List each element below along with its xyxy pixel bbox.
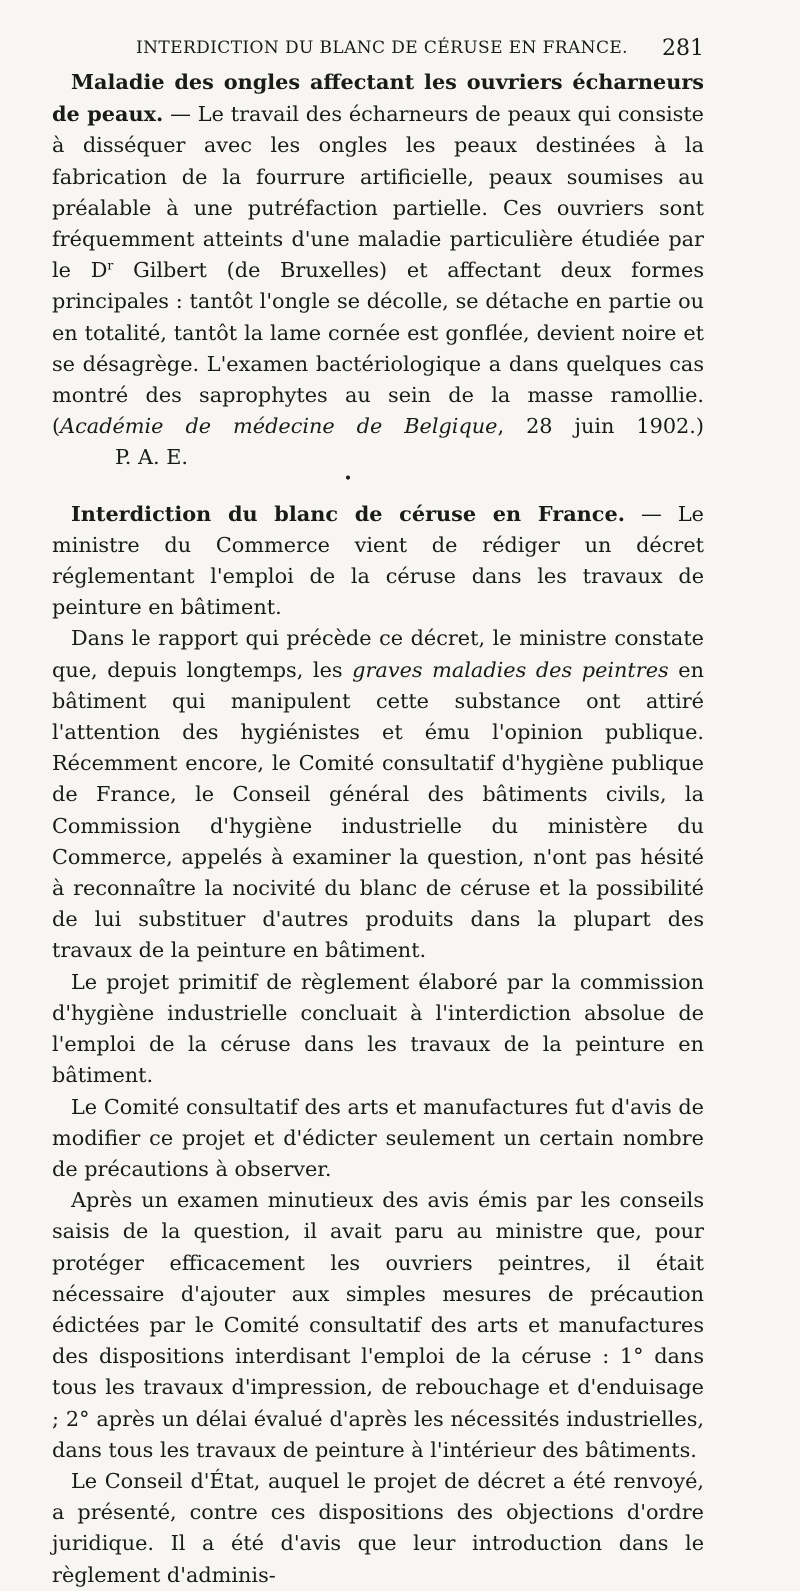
article-text: — Le travail des écharneurs de peaux qui consiste à disséquer avec les ongles les peaux destinées à la fabrication de la fourrure artificielle, peaux soumises au préalable à une putréfaction partielle. Ces ouvriers sont fréquemment atteints d'une maladie particulière étudiée par le D	[52, 102, 704, 283]
page-number: 281	[662, 36, 704, 61]
body-text	[52, 66, 704, 1591]
article-paragraph: Le Comité consultatif des arts et manufactures fut d'avis de modifier ce projet et d'édicter seulement un certain nombre de précautions à observer.	[52, 1094, 704, 1181]
running-title: INTERDICTION DU BLANC DE CÉRUSE EN FRANCE.	[136, 38, 628, 58]
article-text: Gilbert (de Bruxelles) et affectant deux formes principales : tantôt l'ongle se décolle, se détache en partie ou en totalité, tantôt la lame cornée est gonflée, devient noire et se désagrège. L'examen bactériologique a dans quelques cas montré des saprophytes au sein de la masse ramollie. (	[52, 258, 704, 439]
article-text: en bâtiment qui manipulent cette substance ont attiré l'attention des hygiénistes et ému l'opinion publique. Récemment encore, le Comité consultatif d'hygiène publique de France, le Conseil général des bâtiments civils, la Commission d'hygiène industrielle du ministère du Commerce, appelés à examiner la question, n'ont pas hésité à reconnaître la nocivité du blanc de céruse et la possibilité de lui substituer d'autres produits dans la plupart des travaux de la peinture en bâtiment.	[52, 657, 705, 963]
separator-dot: •	[343, 470, 353, 487]
emphasis-text: graves maladies des peintres	[352, 657, 669, 682]
superscript: r	[107, 257, 114, 273]
running-head	[0, 36, 800, 66]
article-text: — Le ministre du Commerce vient de rédiger un décret réglementant l'emploi de la céruse dans les travaux de peinture en bâtiment.	[52, 501, 704, 620]
article-paragraph: Après un examen minutieux des avis émis par les conseils saisis de la question, il avait paru au ministre que, pour protéger efficacement les ouvriers peintres, il était nécessaire d'ajouter aux simples mesures de précaution édictées par le Comité consultatif des arts et manufactures des dispositions interdisant l'emploi de la céruse : 1° dans tous les travaux d'impression, de rebouchage et d'enduisage ; 2° après un délai évalué d'après les nécessités industrielles, dans tous les travaux de peinture à l'intérieur des bâtiments.	[52, 1188, 704, 1462]
source-date: , 28 juin 1902.)	[497, 414, 705, 439]
article-paragraph: Le projet primitif de règlement élaboré par la commission d'hygiène industrielle concluait à l'interdiction absolue de l'emploi de la céruse dans les travaux de la peinture en bâtiment.	[52, 969, 704, 1088]
article-heading: Interdiction du blanc de céruse en France.	[71, 500, 625, 526]
article-text: Dans le rapport qui précède ce décret, le ministre constate que, depuis longtemps, les	[52, 626, 704, 682]
article-paragraph	[52, 623, 704, 966]
author-signature: P. A. E.	[115, 445, 189, 470]
article-paragraph	[52, 66, 704, 474]
article-paragraph: Le Conseil d'État, auquel le projet de décret a été renvoyé, a présenté, contre ces dispositions des objections d'ordre juridique. Il a été d'avis que leur introduction dans le règlement d'adminis-	[52, 1468, 704, 1587]
source-title: Académie de médecine de Belgique	[60, 414, 498, 439]
article-paragraph	[52, 498, 704, 624]
spacer	[52, 484, 704, 498]
article-heading: Maladie des ongles affectant les ouvriers écharneurs de peaux.	[52, 69, 704, 127]
